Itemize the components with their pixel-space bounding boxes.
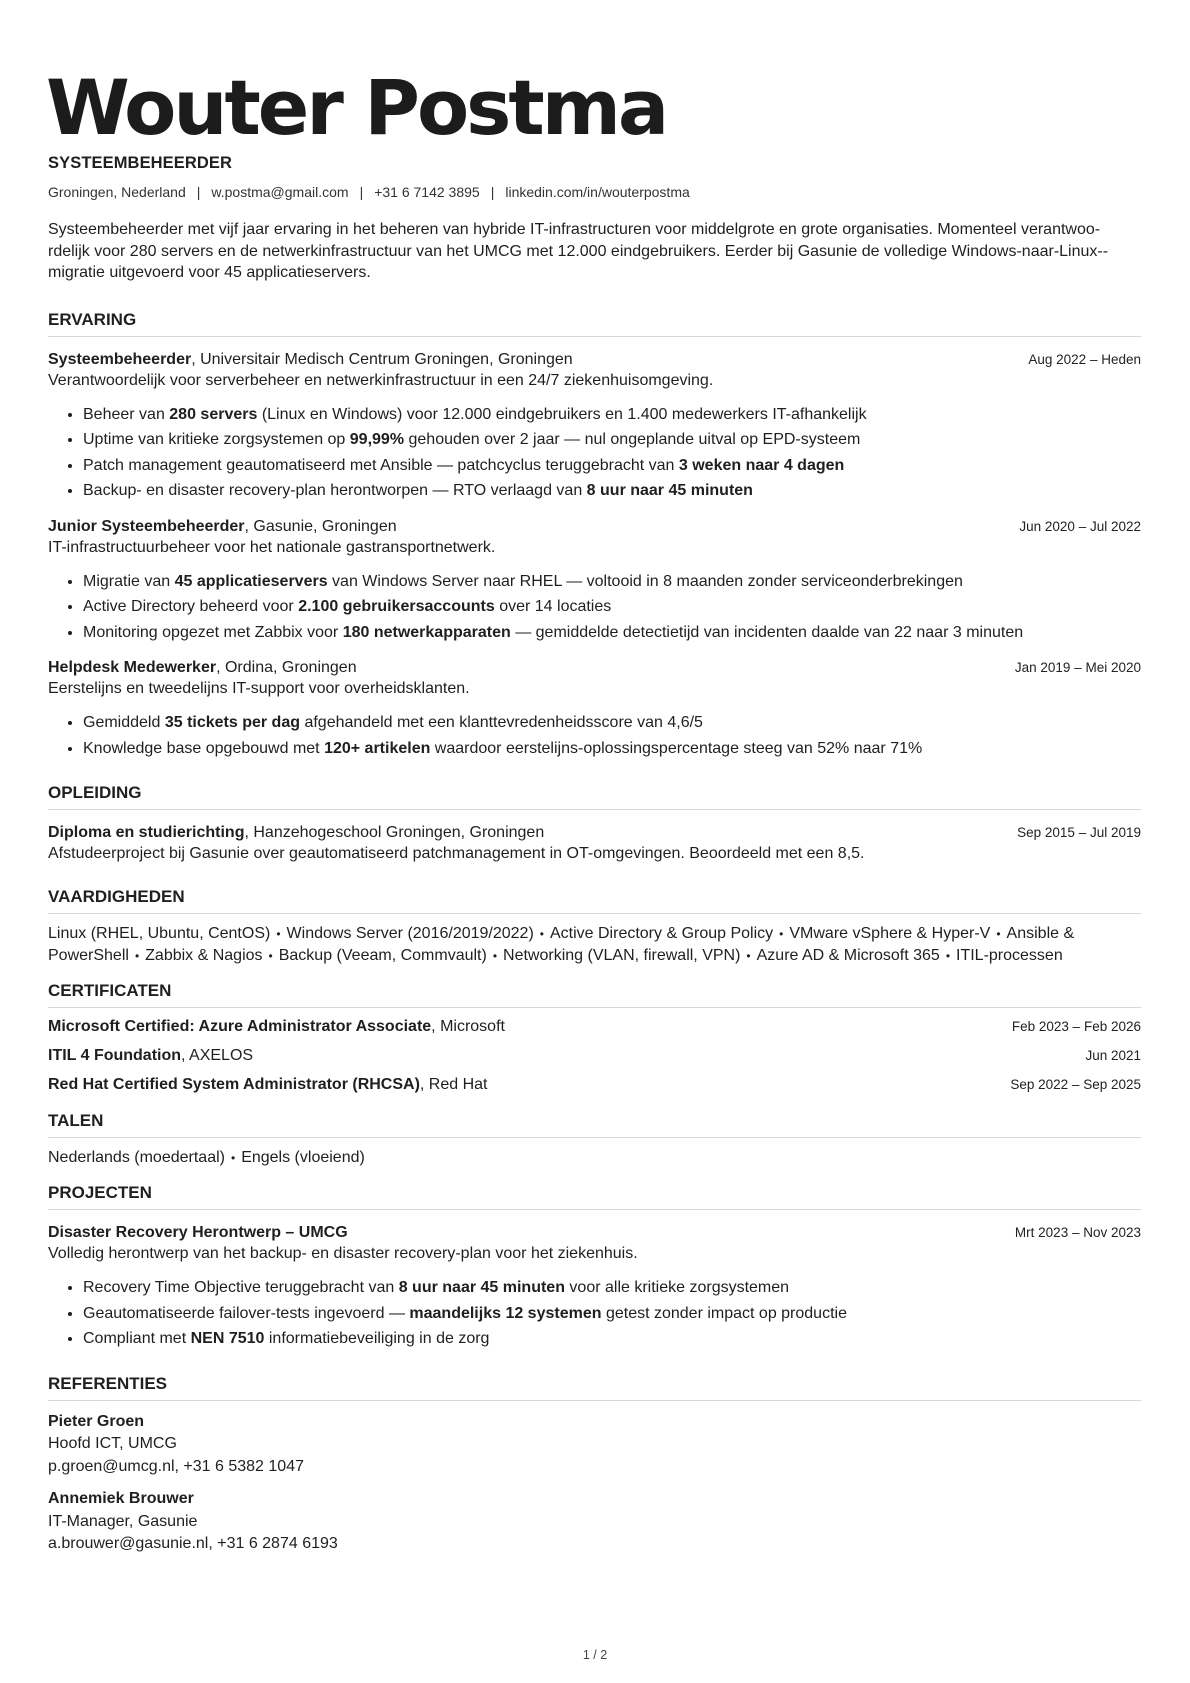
certificate-date: Sep 2022 – Sep 2025 <box>1010 1077 1141 1092</box>
experience-entries <box>48 349 1141 762</box>
education-entries <box>48 822 1141 865</box>
certificate-name: Microsoft Certified: Azure Administrator Associate <box>48 1018 432 1035</box>
reference-contact: p.groen@umcg.nl, +31 6 5382 1047 <box>48 1457 304 1475</box>
reference-item <box>48 1411 1141 1479</box>
bullet-list <box>48 402 1141 504</box>
item-separator: • <box>492 949 498 963</box>
certificate-issuer: , AXELOS <box>181 1047 254 1064</box>
certificate-issuer: , Red Hat <box>419 1076 488 1093</box>
reference-position: Hoofd ICT, UMCG <box>48 1435 177 1452</box>
bullet-item <box>83 569 1141 595</box>
certificate-name: ITIL 4 Foundation <box>48 1047 182 1064</box>
entry-header <box>48 657 1141 678</box>
bullet-text: gehouden over 2 jaar — nul ongeplande uitval op EPD-systeem <box>404 431 861 448</box>
contact-separator: | <box>490 184 495 200</box>
bullet-highlight: 180 netwerkapparaten <box>342 623 511 641</box>
bullet-text: Beheer van <box>83 405 170 423</box>
bullet-text: Compliant met <box>83 1330 191 1347</box>
item-separator: • <box>276 927 281 941</box>
bullet-text: — gemiddelde detectietijd van incidenten daalde van 22 naar 3 minuten <box>510 623 1024 641</box>
bullet-item <box>83 620 1141 646</box>
entry-role: Junior Systeembeheerder <box>48 517 245 535</box>
bullet-text: Recovery Time Objective teruggebracht van <box>83 1279 399 1296</box>
item-separator: • <box>230 1151 236 1165</box>
skill-item: Zabbix & Nagios <box>145 947 263 964</box>
section-projects <box>48 1183 1141 1352</box>
certificate-date: Feb 2023 – Feb 2026 <box>1011 1019 1141 1034</box>
section-experience <box>48 310 1141 762</box>
entry-heading <box>48 349 573 370</box>
bullet-text: Monitoring opgezet met Zabbix voor <box>83 623 343 641</box>
language-list <box>48 1147 1141 1169</box>
entry-description: Eerstelijns en tweedelijns IT-support voor overheidsklanten. <box>48 680 470 697</box>
entry <box>48 1222 1141 1352</box>
item-separator: • <box>996 927 1001 941</box>
section-certificates <box>48 981 1141 1095</box>
certificate-row <box>48 1016 1141 1037</box>
entry-description: Volledig herontwerp van het backup- en disaster recovery-plan voor het ziekenhuis. <box>48 1245 638 1262</box>
item-separator: • <box>134 949 140 963</box>
bullet-text: voor alle kritieke zorgsystemen <box>564 1279 790 1296</box>
bullet-text: over 14 locaties <box>494 598 612 615</box>
reference-contact: a.brouwer@gasunie.nl, +31 6 2874 6193 <box>48 1535 338 1552</box>
certificate-name: Red Hat Certified System Administrator (RHCSA) <box>48 1076 420 1093</box>
entry-role: Diploma en studierichting <box>48 824 245 841</box>
bullet-highlight: 8 uur naar 45 minuten <box>586 482 753 499</box>
bullet-text: afgehandeld met een klanttevredenheidsscore van 4,6/5 <box>300 714 703 731</box>
item-separator: • <box>945 949 951 963</box>
entry-header <box>48 516 1141 537</box>
skill-item: Linux (RHEL, Ubuntu, CentOS) <box>48 925 271 942</box>
reference-name: Pieter Groen <box>48 1412 145 1430</box>
bullet-text: (Linux en Windows) voor 12.000 eindgebruikers en 1.400 medewerkers IT-afhankelijk <box>257 405 867 423</box>
bullet-highlight: 45 applicatieservers <box>174 572 328 590</box>
bullet-item <box>83 1326 1141 1352</box>
entry-heading <box>48 822 544 843</box>
section-references <box>48 1374 1141 1556</box>
certificate-heading <box>48 1045 253 1066</box>
entry-header <box>48 1222 1141 1243</box>
bullet-item <box>83 402 1141 428</box>
certificate-issuer: , Microsoft <box>431 1018 505 1035</box>
bullet-highlight: 35 tickets per dag <box>164 714 300 731</box>
reference-name: Annemiek Brouwer <box>48 1490 194 1507</box>
certificate-date: Jun 2021 <box>1085 1048 1141 1063</box>
skill-item: Networking (VLAN, firewall, VPN) <box>503 947 741 964</box>
language-item: Nederlands (moedertaal) <box>48 1149 225 1166</box>
reference-list <box>48 1411 1141 1556</box>
skills-list <box>48 923 1141 967</box>
resume-page <box>48 0 1141 1556</box>
bullet-list <box>48 710 1141 761</box>
candidate-name: Wouter Postma <box>46 63 667 152</box>
bullet-list <box>48 569 1141 646</box>
entry-description: Afstudeerproject bij Gasunie over geautomatiseerd patchmanagement in OT-omgevingen. Beoordeeld met een 8,5. <box>48 845 865 862</box>
bullet-highlight: 280 servers <box>169 405 258 423</box>
profile-summary: Systeembeheerder met vijf jaar ervaring in het beheren van hybride IT-infrastructuren voor middelgrote en grote organisaties. Momenteel verantwoo-rdelijk voor 280 servers en de netwerkinfrastructuur van het UMCG met 12.000 eindgebruikers. Eerder bij Gasunie de volledige Windows-naar-Linux--migratie uitgevoerd voor 45 applicatieservers. <box>48 221 1109 281</box>
entry-role: Disaster Recovery Herontwerp – UMCG <box>48 1224 348 1241</box>
bullet-text: Backup- en disaster recovery-plan herontworpen — RTO verlaagd van <box>83 482 587 499</box>
bullet-highlight: 3 weken naar 4 dagen <box>678 456 845 474</box>
entry-header <box>48 822 1141 843</box>
entry-organization: , Gasunie, Groningen <box>244 517 397 535</box>
item-separator: • <box>746 949 751 963</box>
bullet-item <box>83 710 1141 736</box>
bullet-text: Active Directory beheerd voor <box>83 598 299 615</box>
contact-separator: | <box>196 184 201 200</box>
contact-phone[interactable]: +31 6 7142 3895 <box>374 184 480 200</box>
bullet-text: waardoor eerstelijns-oplossingspercentage steeg van 52% naar 71% <box>430 739 923 757</box>
entry <box>48 349 1141 504</box>
page-number: 1 / 2 <box>582 1648 608 1662</box>
entry-role: Systeembeheerder <box>48 350 192 368</box>
entry-date: Jun 2020 – Jul 2022 <box>1019 518 1141 534</box>
bullet-text: Patch management geautomatiseerd met Ansible — patchcyclus teruggebracht van <box>83 456 679 474</box>
entry-heading <box>48 657 357 678</box>
entry <box>48 657 1141 761</box>
contact-line <box>48 184 1141 200</box>
bullet-highlight: 99,99% <box>349 431 405 448</box>
section-title: VAARDIGHEDEN <box>48 887 1141 914</box>
bullet-highlight: NEN 7510 <box>190 1330 265 1347</box>
section-title: ERVARING <box>48 310 1141 337</box>
bullet-item <box>83 594 1141 620</box>
section-education <box>48 783 1141 865</box>
bullet-list <box>48 1275 1141 1352</box>
section-skills <box>48 887 1141 967</box>
bullet-item <box>83 453 1141 479</box>
bullet-text: Geautomatiseerde failover-tests ingevoerd — <box>83 1304 410 1322</box>
entry-date: Jan 2019 – Mei 2020 <box>1014 660 1141 675</box>
entry-date: Sep 2015 – Jul 2019 <box>1017 825 1141 840</box>
reference-position: IT-Manager, Gasunie <box>48 1512 198 1530</box>
entry-header <box>48 349 1141 370</box>
bullet-text: Gemiddeld <box>83 714 165 731</box>
bullet-highlight: 120+ artikelen <box>324 739 431 757</box>
entry-date: Mrt 2023 – Nov 2023 <box>1014 1225 1141 1240</box>
contact-separator: | <box>359 184 364 200</box>
entry-role: Helpdesk Medewerker <box>48 659 217 676</box>
bullet-item <box>83 1301 1141 1327</box>
bullet-item <box>83 1275 1141 1301</box>
entry-organization: , Universitair Medisch Centrum Groningen, Groningen <box>191 350 573 368</box>
skill-item: Windows Server (2016/2019/2022) <box>286 925 534 942</box>
language-item: Engels (vloeiend) <box>241 1149 365 1166</box>
entry-description: Verantwoordelijk voor serverbeheer en netwerkinfrastructuur in een 24/7 ziekenhuisomgeving. <box>48 371 714 389</box>
certificate-row <box>48 1045 1141 1066</box>
certificate-row <box>48 1074 1141 1095</box>
bullet-text: informatiebeveiliging in de zorg <box>264 1330 490 1347</box>
bullet-text: Knowledge base opgebouwd met <box>83 739 325 757</box>
entry-description: IT-infrastructuurbeheer voor het nationale gastransportnetwerk. <box>48 538 496 556</box>
skill-item: Backup (Veeam, Commvault) <box>278 947 487 964</box>
candidate-role: SYSTEEMBEHEERDER <box>48 154 233 172</box>
section-title: CERTIFICATEN <box>48 981 1141 1008</box>
section-title: REFERENTIES <box>48 1374 1141 1401</box>
entry <box>48 822 1141 865</box>
bullet-item <box>83 427 1141 453</box>
item-separator: • <box>539 927 544 941</box>
entry <box>48 516 1141 646</box>
item-separator: • <box>779 927 784 941</box>
entry-heading <box>48 1222 348 1243</box>
contact-email[interactable]: w.postma@gmail.com <box>211 184 349 200</box>
bullet-text: getest zonder impact op productie <box>601 1304 847 1322</box>
skill-item: VMware vSphere & Hyper-V <box>789 925 991 942</box>
skill-item: Active Directory & Group Policy <box>549 925 774 942</box>
entry-organization: , Hanzehogeschool Groningen, Groningen <box>244 824 545 841</box>
item-separator: • <box>268 949 273 963</box>
project-entries <box>48 1222 1141 1352</box>
section-languages <box>48 1111 1141 1169</box>
section-title: TALEN <box>48 1111 1141 1138</box>
contact-location: Groningen, Nederland <box>48 184 186 200</box>
entry-heading <box>48 516 397 537</box>
section-title: PROJECTEN <box>48 1183 1141 1210</box>
bullet-text: Uptime van kritieke zorgsystemen op <box>83 431 350 448</box>
bullet-item <box>83 478 1141 504</box>
certificate-heading <box>48 1016 505 1037</box>
bullet-item <box>83 736 1141 762</box>
contact-linkedin[interactable]: linkedin.com/in/wouterpostma <box>505 184 690 200</box>
skill-item: Ansible & PowerShell <box>48 925 1075 964</box>
bullet-highlight: maandelijks 12 systemen <box>409 1304 602 1322</box>
section-title: OPLEIDING <box>48 783 1141 810</box>
bullet-text: van Windows Server naar RHEL — voltooid in 8 maanden zonder serviceonderbrekingen <box>327 572 963 590</box>
bullet-highlight: 8 uur naar 45 minuten <box>398 1279 565 1296</box>
bullet-text: Migratie van <box>83 572 175 590</box>
skill-item: ITIL-processen <box>956 947 1063 964</box>
reference-item <box>48 1488 1141 1556</box>
skill-item: Azure AD & Microsoft 365 <box>756 947 940 964</box>
certificate-list <box>48 1016 1141 1095</box>
entry-organization: , Ordina, Groningen <box>216 659 357 676</box>
entry-date: Aug 2022 – Heden <box>1028 351 1141 367</box>
certificate-heading <box>48 1074 488 1095</box>
bullet-highlight: 2.100 gebruikersaccounts <box>298 598 495 615</box>
